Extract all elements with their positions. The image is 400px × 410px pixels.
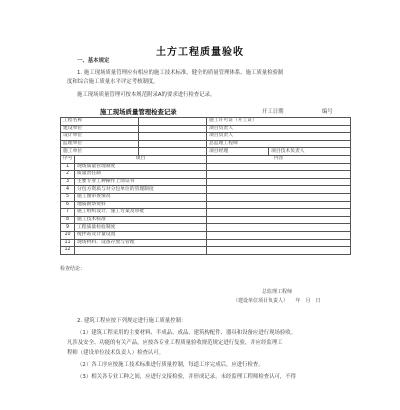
form-title: 施工现场质量管理检查记录 [100, 108, 177, 116]
form-value [139, 133, 207, 141]
table-row [61, 133, 351, 141]
intro-line-1: 1. 施工现场质量管理应有相应的施工技术标准，健全的质量管理体系、施工质量检验制 [77, 70, 284, 76]
item-number: 10 [61, 231, 75, 239]
table-row [61, 224, 351, 232]
column-header: 项目 [75, 155, 207, 163]
form-label: 项目负责人 [207, 133, 351, 141]
form-value [139, 118, 207, 126]
form-label: 施工单位 [61, 148, 139, 156]
column-header: 内容 [207, 155, 351, 163]
item-label: 现场质量管理制度 [75, 163, 207, 171]
item-content [207, 178, 351, 186]
table-row [61, 171, 351, 179]
item-content [207, 193, 351, 201]
item-content [207, 201, 351, 209]
item-label [75, 247, 207, 255]
item-number: 9 [61, 224, 75, 232]
item-content [207, 163, 351, 171]
document-title: 土方工程质量验收 [156, 47, 244, 58]
form-value [139, 125, 207, 133]
item-number: 6 [61, 201, 75, 209]
table-row [61, 118, 351, 126]
form-value [139, 148, 207, 156]
item-number: 4 [61, 186, 75, 194]
form-label: 设计单位 [61, 133, 139, 141]
item-number: 5 [61, 193, 75, 201]
form-date-label: 开工日期 [262, 109, 284, 115]
item-content [207, 247, 351, 255]
item-label: 主要专业工种操作上岗证书 [75, 178, 207, 186]
form-label: 施工许可证（开工证） [207, 118, 351, 126]
intro-line-3: 施工现场质量管理可按本规范附录A的要求进行检查记录。 [77, 92, 216, 98]
form-label: 建设单位 [61, 125, 139, 133]
item-label: 施工组织设计、施工方案及审批 [75, 209, 207, 217]
table-row [61, 239, 351, 247]
table-row [61, 163, 351, 171]
item-label: 分包方资质与对分包单位的管理制度 [75, 186, 207, 194]
signature-line-2: （建设单位项目负责人） 年 月 日 [233, 298, 321, 304]
item-content [207, 209, 351, 217]
form-label: 项目经理 [207, 148, 269, 156]
item-label: 施工技术标准 [75, 216, 207, 224]
form-label: 项目技术负责人 [269, 148, 351, 156]
item-label: 工程质量检验制度 [75, 224, 207, 232]
item-label: 地质勘察资料 [75, 201, 207, 209]
form-number-label: 编号 [322, 109, 333, 115]
section2-line-6: （3）相关各专业工种之间，应进行交接检验，并形成记录。未经监理工程师检查认可，不得 [77, 374, 297, 380]
item-content [207, 216, 351, 224]
item-content [207, 224, 351, 232]
check-conclusion-label: 检查结论： [60, 266, 86, 272]
intro-line-2: 度和综合施工质量水平评定考核制度。 [67, 79, 159, 85]
table-row [61, 201, 351, 209]
table-header-row [61, 155, 351, 163]
form-value [139, 140, 207, 148]
table-row [61, 140, 351, 148]
item-label: 施工图审查情况 [75, 193, 207, 201]
item-content [207, 186, 351, 194]
section2-line-5: （2）各工序应按施工技术标准进行质量控制，每道工序完成后，应进行检查。 [77, 362, 264, 368]
item-number: 11 [61, 239, 75, 247]
item-label: 现场材料、设备存放与管理 [75, 239, 207, 247]
section2-line-2: （1）建筑工程采用的主要材料、半成品、成品、建筑构配件、器具和设备应进行现场验收。 [77, 330, 297, 336]
form-label: 总监理工程师 [207, 140, 351, 148]
form-label: 项目负责人 [207, 125, 351, 133]
item-number: 12 [61, 247, 75, 255]
section2-line-1: 2. 建筑工程应按下列规定进行施工质量控制： [77, 318, 187, 324]
item-number: 7 [61, 209, 75, 217]
item-number: 8 [61, 216, 75, 224]
item-number: 3 [61, 178, 75, 186]
item-number: 1 [61, 163, 75, 171]
form-label: 工程名称 [61, 118, 139, 126]
table-row [61, 209, 351, 217]
item-content [207, 171, 351, 179]
intro-heading: 一、基本规定 [77, 58, 110, 64]
table-row [61, 178, 351, 186]
table-row [61, 193, 351, 201]
table-row [61, 186, 351, 194]
section2-line-4: 程师（建设单位技术负责人）检查认可。 [67, 350, 165, 356]
column-header: 序号 [61, 155, 75, 163]
item-number: 2 [61, 171, 75, 179]
section2-line-3: 凡涉及安全、功能的有关产品，应按各专业工程质量验收规范规定进行复验，并应经监理工 [67, 340, 283, 346]
table-row [61, 231, 351, 239]
item-label: 搅拌站及计量设置 [75, 231, 207, 239]
signature-line-1: 总监理工程师 [262, 289, 293, 295]
item-content [207, 239, 351, 247]
table-row [61, 125, 351, 133]
quality-check-form [60, 117, 351, 255]
item-label: 质量责任制 [75, 171, 207, 179]
item-content [207, 231, 351, 239]
table-row [61, 247, 351, 255]
form-label: 监理单位 [61, 140, 139, 148]
table-row [61, 148, 351, 156]
table-row [61, 216, 351, 224]
